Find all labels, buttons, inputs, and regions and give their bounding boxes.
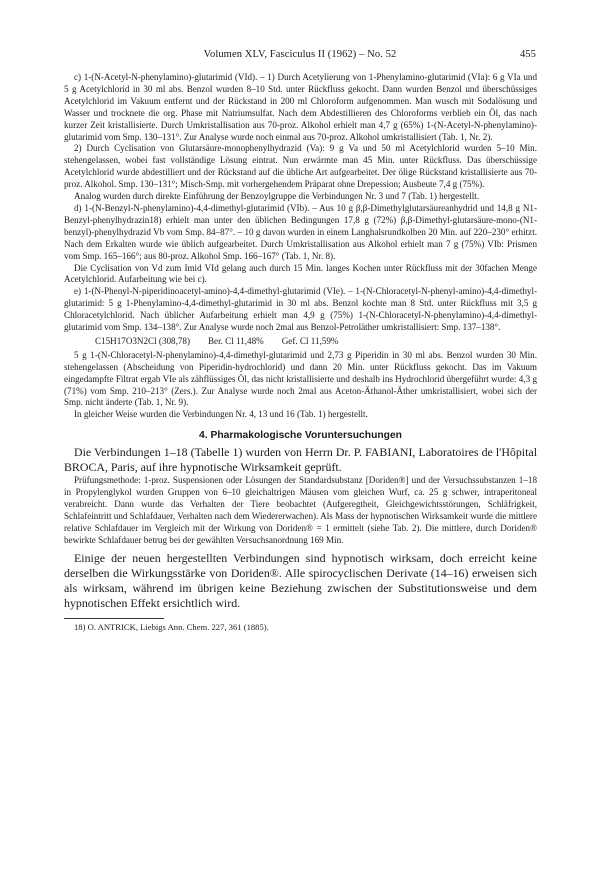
paragraph-piperidin-reaction: 5 g 1-(N-Chloracetyl-N-phenylamino)-4,4-dimethyl-glutarimid und 2,73 g Piperidin in 30 ml abs. Benzol wurden 30 Min. stehengelassen (Abscheidung von Piperidin-hydrochlorid) und dann 20 Min. unter Rückfluss gekocht. Das im Vakuum eingedampfte Filtrat ergab VIe als zähflüssiges Öl, das nicht kristallisierte und deshalb ins Hydrochlorid übergeführt wurde: 4,3 g (71%) vom Smp. 210–213° (Zers.). Zur Analyse wurde noch 2mal aus Aceton-Äthanol-Äther umkristallisiert, wobei sich der Smp. nicht änderte (Tab. 1, Nr. 9). (64, 349, 537, 408)
section-heading: 4. Pharmakologische Voruntersuchungen (199, 430, 402, 442)
page-body (64, 72, 537, 633)
page-number: 455 (519, 49, 536, 60)
paragraph-cyclisation-vd: Die Cyclisation von Vd zum Imid VId gelang auch durch 15 Min. langes Kochen unter Rückfluss mit der 30fachen Menge Acetylchlorid. Aufarbeitung wie bei c). (64, 262, 537, 285)
footnote-divider (64, 618, 164, 619)
paragraph-d-benzyl: d) 1-(N-Benzyl-N-phenylamino)-4,4-dimethyl-glutarimid (VIb). – Aus 10 g β,β-Dimethylglutarsäureanhydrid und 14,8 g N1-Benzyl-phenylhydrazin18) erhielt man unter den üblichen Bedingungen 17,8 g (72%) β,β-Dimethyl-glutarsäure-mono-(N1-benzyl)-phenylhydrazid Vb vom Smp. 84–87°. – 10 g davon wurden in einem Langhalsrundkolben 20 Min. auf 220–230° erhitzt. Nach dem Erkalten wurde wie üblich aufgearbeitet. Durch Umkristallisation aus Alkohol erhielt man 7 g (75%) VIb: Prismen vom Smp. 165–166°; aus 80-proz. Alkohol Smp. 166–167° (Tab. 1, Nr. 8). (64, 202, 537, 261)
paragraph-test-method: Prüfungsmethode: 1-proz. Suspensionen oder Lösungen der Standardsubstanz [Doriden®] und der Versuchssubstanzen 1–18 in Propylenglykol wurden Gruppen von 6–10 gleichaltrigen Mäusen vom gleichen Wurf, ca. 25 g schwer, intraperitoneal verabreicht. Dann wurde das Verhalten der Tiere beobachtet (Aufgeregtheit, Gleichgewichtsstörungen, Schläfrigkeit, Schlafeintritt und Schlafdauer, Verhalten nach dem Wiedererwachen). Als Mass der hypnotischen Wirksamkeit wurde die mittlere relative Schlafdauer im Vergleich mit der Wirkung von Doriden® = 1 ermittelt (siehe Tab. 2). Die mittlere, durch Doriden® bewirkte Schlafdauer betrug bei der gewählten Versuchsanordnung 169 Min. (64, 475, 537, 545)
paragraph-same-manner: In gleicher Weise wurden die Verbindungen Nr. 4, 13 und 16 (Tab. 1) hergestellt. (74, 409, 368, 420)
paragraph-c-acetylation: c) 1-(N-Acetyl-N-phenylamino)-glutarimid (VId). – 1) Durch Acetylierung von 1-Phenylamino-glutarimid (VIa): 6 g VIa und 5 g Acetylchlorid in 30 ml abs. Benzol wurden 8–10 Std. unter Rückfluss gekocht. Dann wurden Benzol und überschüssiges Acetylchlorid im Vakuum entfernt und der Rückstand in 200 ml Chloroform aufgenommen. Man wusch mit Sodalösung und Wasser und trocknete die org. Phase mit Natriumsulfat. Nach dem Abdestillieren des Chloroforms verblieb ein Öl, das nach kurzer Zeit kristallisierte. Durch Umkristallisation aus 70-proz. Alkohol erhielt man 4,7 g (65%) 1-(N-Acetyl-N-phenylamino)-glutarimid vom Smp. 130–131°. Zur Analyse wurde noch einmal aus 70-proz. Alkohol umkristallisiert (Tab. 1, Nr. 2). (64, 72, 537, 142)
paragraph-analog: Analog wurden durch direkte Einführung der Benzoylgruppe die Verbindungen Nr. 3 und 7 (Tab. 1) hergestellt. (74, 191, 480, 202)
journal-volume-line: Volumen XLV, Fasciculus II (1962) – No. 52 (203, 49, 397, 60)
molecular-formula: C15H17O3N2Cl (308,78) (95, 335, 190, 346)
paragraph-fabiani: Die Verbindungen 1–18 (Tabelle 1) wurden von Herrn Dr. P. FABIANI, Laboratoires de l'Hôpital BROCA, Paris, auf ihre hypnotische Wirksamkeit geprüft. (64, 445, 537, 475)
paragraph-results: Einige der neuen hergestellten Verbindungen sind hypnotisch wirksam, doch erreicht keine derselben die Wirkungsstärke von Doriden®. Alle spirocyclischen Derivate (14–16) erweisen sich als wirksam, während im übrigen keine Beziehung zwischen der Substitutionsweise und dem hypnotischen Effekt ersichtlich wird. (64, 551, 537, 611)
found-value: Gef. Cl 11,59% (281, 335, 339, 346)
running-header (64, 49, 536, 63)
footnote-18: 18) O. ANTRICK, Liebigs Ann. Chem. 227, 361 (1885). (74, 622, 269, 633)
paragraph-cyclisation: 2) Durch Cyclisation von Glutarsäure-monophenylhydrazid (Va): 9 g Va und 50 ml Acetylchlorid wurden 5–10 Min. stehengelassen, wobei fast vollständige Lösung eintrat. Nun erwärmte man 45 Min. unter Rückfluss. Das überschüssige Acetylchlorid wurde abdestilliert und der Rückstand auf die übliche Art aufgearbeitet. Der ölige Rückstand kristallisierte aus 70-proz. Alkohol. Smp. 130–131°; Misch-Smp. mit vorhergehendem Präparat ohne Drepession; Ausbeute 7,4 g (75%). (64, 143, 537, 190)
calculated-value: Ber. Cl 11,48% (207, 335, 264, 346)
analysis-formula-line (64, 336, 537, 348)
paragraph-e-piperidino: e) 1-(N-Phenyl-N-piperidinoacetyl-amino)-4,4-dimethyl-glutarimid (VIe). – 1-(N-Chloracetyl-N-phenyl-amino)-4,4-dimethyl-glutarimid: 5 g 1-Phenylamino-4,4-dimethyl-glutarimid in 30 ml abs. Benzol kochte man 8 Std. unter Rückfluss mit 3,5 g Chloracetylchlorid. Nach üblicher Aufarbeitung erhielt man 4,9 g (75%) 1-(N-Chloracetyl-N-phenylamino)-4,4-dimethyl-glutarimid vom Smp. 134–138°. Zur Analyse wurde noch 2mal aus Benzol-Petroläther umkristallisiert: Smp. 137–138°. (64, 286, 537, 333)
